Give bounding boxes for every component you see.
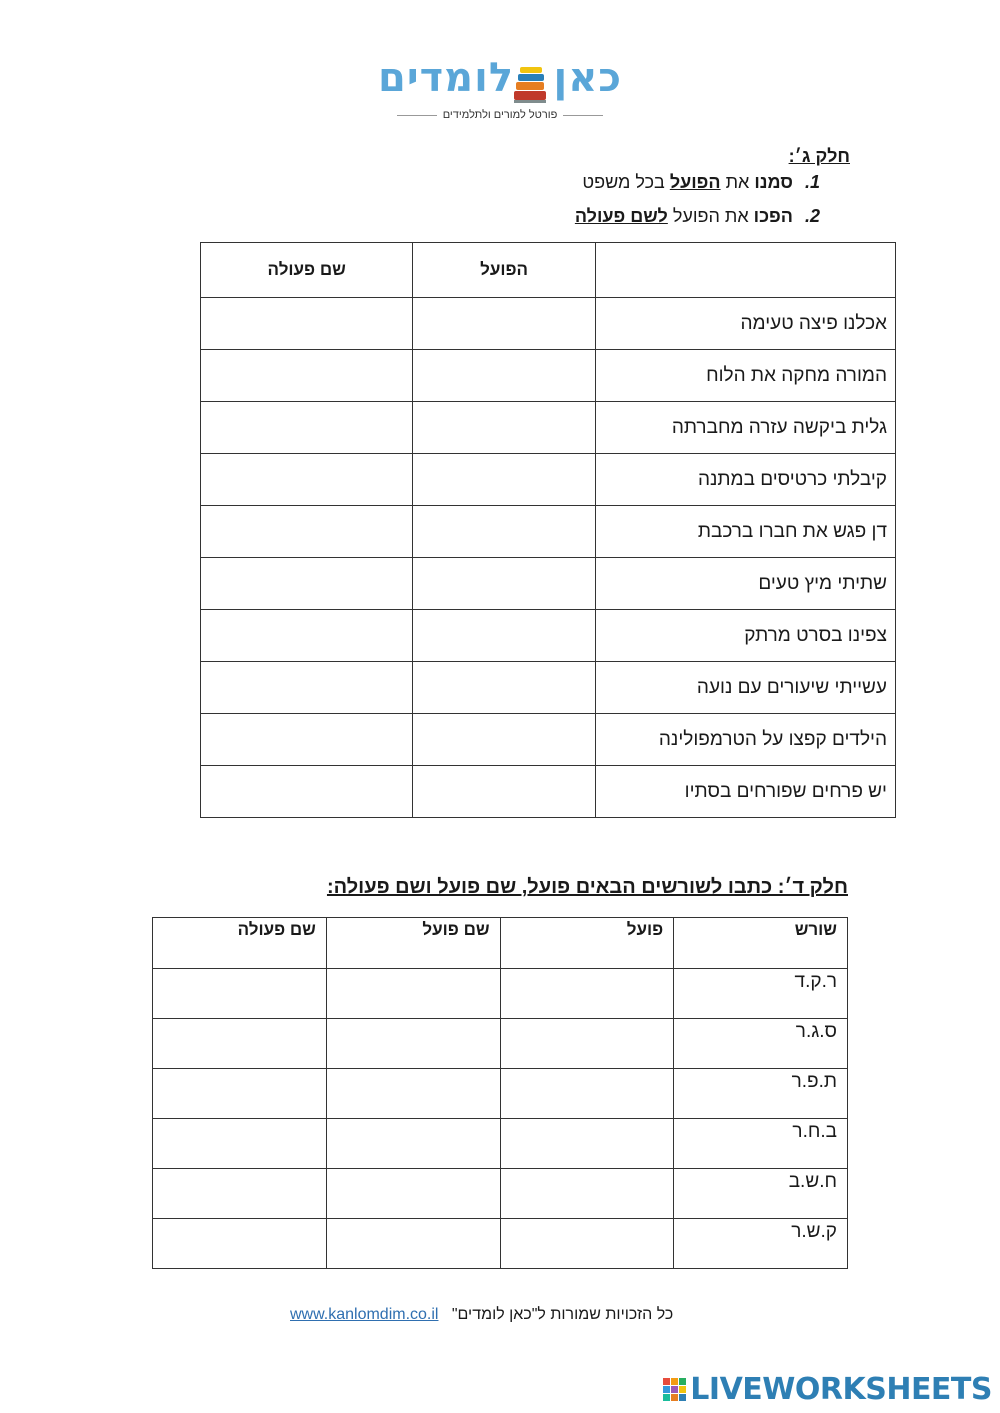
verb-table	[200, 242, 896, 818]
verb-answer-cell[interactable]	[500, 1169, 674, 1219]
table-row	[153, 1019, 848, 1069]
header-action-noun: שם פעולה	[153, 918, 327, 969]
liveworksheets-text: LIVEWORKSHEETS	[690, 1372, 992, 1407]
logo-square	[663, 1394, 670, 1401]
table-row	[201, 350, 896, 402]
footer	[290, 1306, 673, 1324]
action-noun-answer-cell[interactable]	[201, 662, 413, 714]
infinitive-answer-cell[interactable]	[326, 1069, 500, 1119]
header-verb: הפועל	[413, 243, 595, 298]
logo-text-lomdim: לומדים	[378, 55, 515, 101]
infinitive-answer-cell[interactable]	[326, 1019, 500, 1069]
header-action-noun: שם פעולה	[201, 243, 413, 298]
header-sentence	[595, 243, 895, 298]
logo-square	[679, 1378, 686, 1385]
verb-answer-cell[interactable]	[500, 1119, 674, 1169]
table-row	[153, 1169, 848, 1219]
sentence-cell: עשייתי שיעורים עם נועה	[595, 662, 895, 714]
action-noun-answer-cell[interactable]	[201, 454, 413, 506]
table-row	[201, 610, 896, 662]
instruction-keyword: לשם פעולה	[574, 206, 668, 226]
roots-table	[152, 917, 848, 1269]
sentence-cell: יש פרחים שפורחים בסתיו	[595, 766, 895, 818]
instruction-text: בכל משפט	[582, 172, 670, 192]
logo-tagline: פורטל למורים ולתלמידים	[370, 109, 630, 121]
logo-square	[671, 1394, 678, 1401]
action-noun-answer-cell[interactable]	[201, 350, 413, 402]
table-row	[201, 402, 896, 454]
table-row	[153, 1219, 848, 1269]
verb-answer-cell[interactable]	[500, 1219, 674, 1269]
verb-answer-cell[interactable]	[500, 969, 674, 1019]
logo-text-kan: כאן	[553, 55, 622, 101]
verb-answer-cell[interactable]	[413, 766, 595, 818]
action-noun-answer-cell[interactable]	[201, 298, 413, 350]
sentence-cell: הילדים קפצו על הטרמפולינה	[595, 714, 895, 766]
instruction-1	[582, 172, 820, 193]
action-noun-answer-cell[interactable]	[201, 714, 413, 766]
site-logo	[370, 55, 630, 130]
table-row	[201, 454, 896, 506]
root-cell: ר.ק.ד	[674, 969, 848, 1019]
action-noun-answer-cell[interactable]	[153, 969, 327, 1019]
website-link[interactable]: www.kanlomdim.co.il	[290, 1306, 439, 1323]
instruction-2	[575, 206, 820, 227]
books-icon	[510, 63, 550, 105]
instruction-verb: סמנו	[754, 172, 793, 192]
action-noun-answer-cell[interactable]	[153, 1019, 327, 1069]
verb-answer-cell[interactable]	[413, 610, 595, 662]
action-noun-answer-cell[interactable]	[153, 1119, 327, 1169]
action-noun-answer-cell[interactable]	[153, 1219, 327, 1269]
infinitive-answer-cell[interactable]	[326, 1169, 500, 1219]
root-cell: ת.פ.ר	[674, 1069, 848, 1119]
action-noun-answer-cell[interactable]	[201, 610, 413, 662]
table-row	[201, 662, 896, 714]
action-noun-answer-cell[interactable]	[201, 402, 413, 454]
verb-answer-cell[interactable]	[413, 506, 595, 558]
verb-answer-cell[interactable]	[413, 298, 595, 350]
verb-answer-cell[interactable]	[413, 402, 595, 454]
sentence-cell: המורה מחקה את הלוח	[595, 350, 895, 402]
action-noun-answer-cell[interactable]	[201, 766, 413, 818]
table-row	[201, 298, 896, 350]
table-row	[153, 969, 848, 1019]
instruction-text: את	[720, 172, 755, 192]
verb-answer-cell[interactable]	[413, 662, 595, 714]
table-row	[201, 714, 896, 766]
verb-answer-cell[interactable]	[413, 558, 595, 610]
header-root: שורש	[674, 918, 848, 969]
header-verb: פועל	[500, 918, 674, 969]
liveworksheets-watermark	[663, 1372, 992, 1407]
sentence-cell: צפינו בסרט מרתק	[595, 610, 895, 662]
logo-square	[663, 1378, 670, 1385]
section-d-title: חלק ד׳: כתבו לשורשים הבאים פועל, שם פועל ושם פעולה:	[326, 876, 848, 898]
sentence-cell: שתיתי מיץ טעים	[595, 558, 895, 610]
sentence-cell: אכלנו פיצה טעימה	[595, 298, 895, 350]
infinitive-answer-cell[interactable]	[326, 1119, 500, 1169]
logo-square	[679, 1386, 686, 1393]
action-noun-answer-cell[interactable]	[201, 558, 413, 610]
copyright-text: כל הזכויות שמורות ל"כאן לומדים	[457, 1306, 674, 1323]
infinitive-answer-cell[interactable]	[326, 969, 500, 1019]
instruction-verb: הפכו	[753, 206, 793, 226]
infinitive-answer-cell[interactable]	[326, 1219, 500, 1269]
sentence-cell: גלית ביקשה עזרה מחברתה	[595, 402, 895, 454]
instruction-text: את הפועל	[667, 206, 754, 226]
header-infinitive: שם פועל	[326, 918, 500, 969]
root-cell: ס.ג.ר	[674, 1019, 848, 1069]
logo-square	[671, 1386, 678, 1393]
verb-answer-cell[interactable]	[500, 1069, 674, 1119]
sentence-cell: קיבלתי כרטיסים במתנה	[595, 454, 895, 506]
verb-answer-cell[interactable]	[413, 350, 595, 402]
root-cell: ב.ח.ר	[674, 1119, 848, 1169]
logo-square	[679, 1394, 686, 1401]
section-c-title: חלק ג׳:	[788, 146, 850, 166]
liveworksheets-logo-icon	[663, 1378, 686, 1401]
instruction-number: 1.	[804, 172, 820, 192]
table-row	[153, 1069, 848, 1119]
verb-answer-cell[interactable]	[500, 1019, 674, 1069]
verb-answer-cell[interactable]	[413, 454, 595, 506]
root-cell: ח.ש.ב	[674, 1169, 848, 1219]
action-noun-answer-cell[interactable]	[153, 1169, 327, 1219]
action-noun-answer-cell[interactable]	[201, 506, 413, 558]
sentence-cell: דן פגש את חברו ברכבת	[595, 506, 895, 558]
instruction-keyword: הפועל	[669, 172, 721, 192]
copyright-quote: "	[451, 1306, 458, 1323]
action-noun-answer-cell[interactable]	[153, 1069, 327, 1119]
table-row	[153, 1119, 848, 1169]
table-row	[201, 766, 896, 818]
instruction-number: 2.	[804, 206, 820, 226]
logo-square	[663, 1386, 670, 1393]
table-row	[201, 506, 896, 558]
table-row	[201, 558, 896, 610]
logo-square	[671, 1378, 678, 1385]
root-cell: ק.ש.ר	[674, 1219, 848, 1269]
verb-answer-cell[interactable]	[413, 714, 595, 766]
